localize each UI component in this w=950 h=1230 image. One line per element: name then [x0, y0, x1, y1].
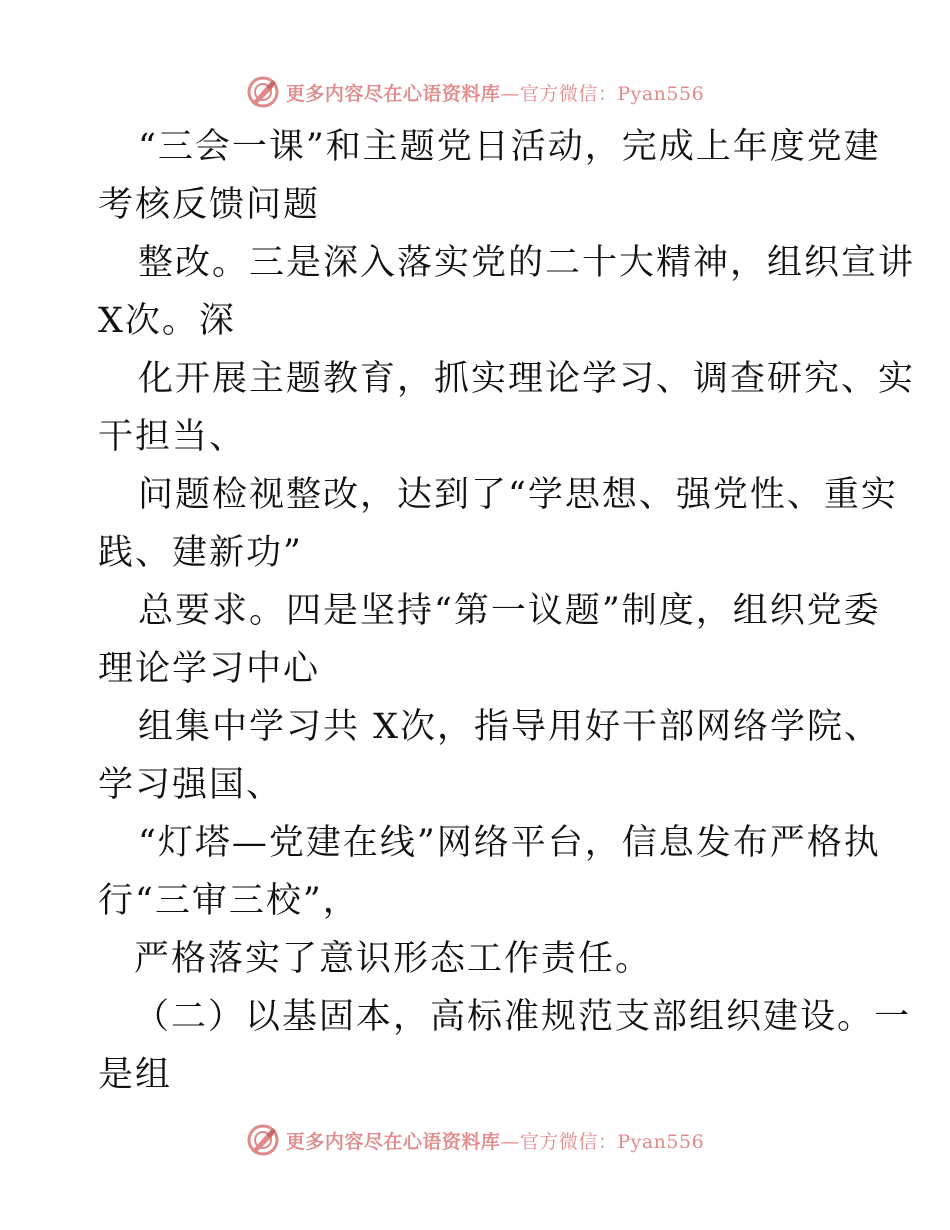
document-body	[98, 118, 916, 1104]
doc-line: 总要求。四是坚持“第一议题”制度，组织党委	[138, 591, 881, 631]
doc-line: X次。深	[98, 301, 236, 341]
header-watermark	[0, 72, 950, 112]
doc-line: （二）以基固本，高标准规范支部组织建设。一	[134, 997, 912, 1037]
doc-line: 干担当、	[98, 417, 247, 457]
doc-line: 组集中学习共 X次，指导用好干部网络学院、	[138, 707, 882, 747]
doc-line: 学习强国、	[98, 765, 284, 805]
doc-line: 行“三审三校”，	[98, 881, 360, 921]
doc-line: 是组	[98, 1055, 173, 1095]
watermark-main-text: 更多内容尽在心语资料库	[285, 1130, 501, 1153]
doc-line: “灯塔—党建在线”网络平台，信息发布严格执	[138, 823, 881, 863]
footer-watermark	[0, 1120, 950, 1160]
doc-line: 严格落实了意识形态工作责任。	[134, 939, 653, 979]
doc-line: 化开展主题教育，抓实理论学习、调查研究、实	[138, 359, 916, 399]
watermark-tail-text: —官方微信：Pyan556	[500, 82, 705, 105]
watermark-main-text: 更多内容尽在心语资料库	[285, 82, 501, 105]
pen-logo-icon	[246, 75, 280, 109]
pen-logo-icon	[246, 1123, 280, 1157]
doc-line: 践、建新功”	[98, 533, 303, 573]
doc-line: 问题检视整改，达到了“学思想、强党性、重实	[138, 475, 898, 515]
doc-line: 考核反馈问题	[98, 185, 321, 225]
doc-line: 理论学习中心	[98, 649, 321, 689]
watermark-tail-text: —官方微信：Pyan556	[500, 1130, 705, 1153]
doc-line: “三会一课”和主题党日活动，完成上年度党建	[138, 127, 881, 167]
doc-line: 整改。三是深入落实党的二十大精神，组织宣讲	[138, 243, 916, 283]
